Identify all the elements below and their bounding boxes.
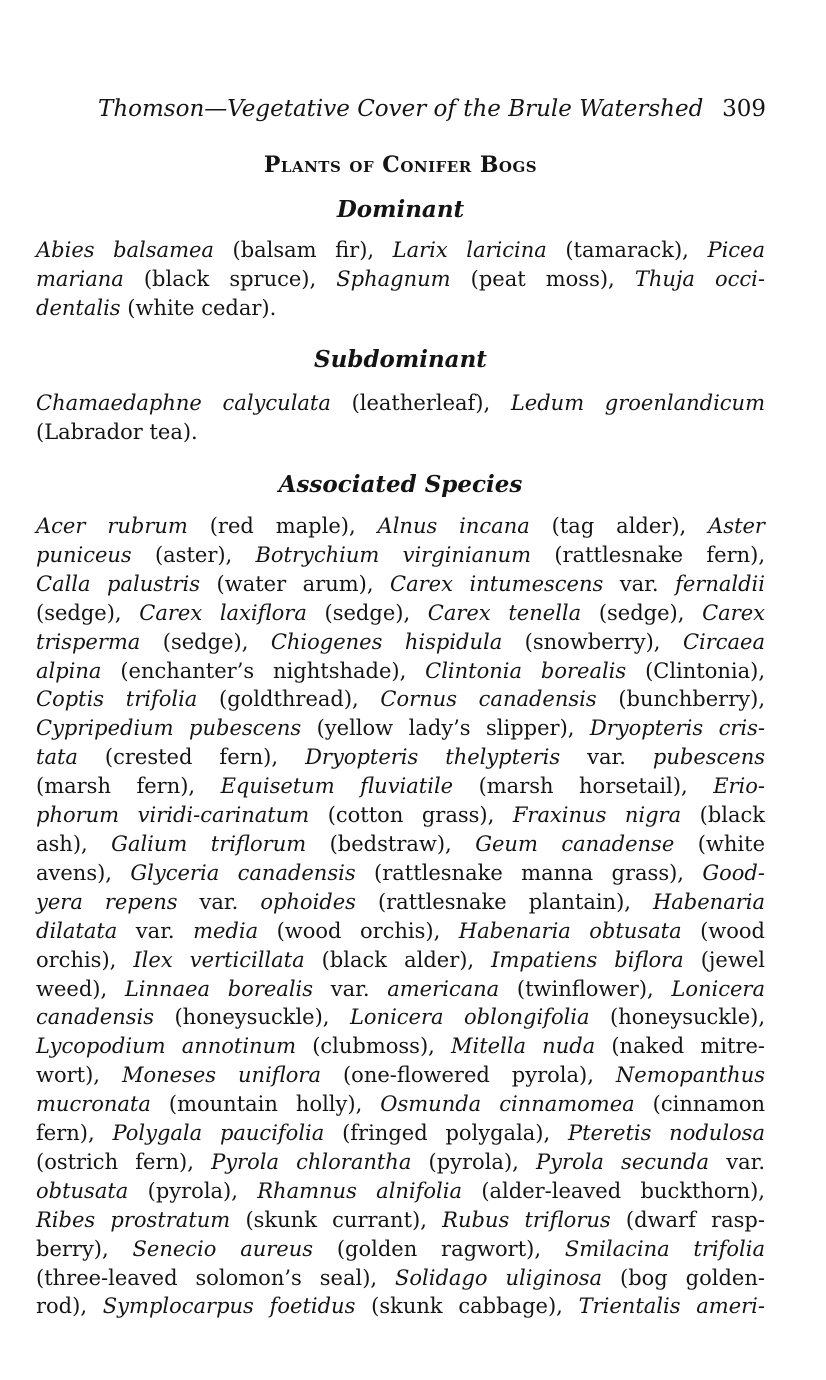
text-line: trisperma (sedge), Chiogenes hispidula (snowberry), Circaea	[36, 629, 765, 654]
text-line: tata (crested fern), Dryopteris thelypteris var. pubescens	[36, 745, 766, 770]
subdominant-heading: Subdominant	[314, 346, 487, 373]
running-head	[98, 92, 766, 126]
text-line: alpina (enchanter’s nightshade), Clintonia borealis (Clintonia),	[36, 658, 765, 683]
text-line: (three-leaved solomon’s seal), Solidago uliginosa (bog golden-	[36, 1265, 765, 1290]
text-line: fern), Polygala paucifolia (fringed polygala), Pteretis nodulosa	[36, 1121, 765, 1146]
text-line: (Labrador tea).	[36, 419, 198, 444]
text-line: wort), Moneses uniflora (one-flowered pyrola), Nemopanthus	[36, 1063, 766, 1088]
text-line: phorum viridi-carinatum (cotton grass), Fraxinus nigra (black	[36, 803, 766, 828]
dominant-paragraph	[36, 236, 765, 323]
running-head-title: Thomson—Vegetative Cover of the Brule Watershed	[98, 96, 704, 122]
text-line: yera repens var. ophoides (rattlesnake plantain), Habenaria	[36, 889, 765, 914]
text-line: obtusata (pyrola), Rhamnus alnifolia (alder-leaved buckthorn),	[36, 1178, 765, 1203]
text-line: Coptis trifolia (goldthread), Cornus canadensis (bunchberry),	[36, 687, 765, 712]
text-line: Calla palustris (water arum), Carex intumescens var. fernaldii	[36, 571, 765, 596]
text-line: Lycopodium annotinum (clubmoss), Mitella nuda (naked mitre-	[36, 1034, 765, 1059]
subdominant-paragraph	[36, 389, 765, 447]
text-line: Cypripedium pubescens (yellow lady’s slipper), Dryopteris cris-	[36, 716, 765, 741]
text-line: Ribes prostratum (skunk currant), Rubus triflorus (dwarf rasp-	[36, 1207, 765, 1232]
associated-species-paragraph	[36, 512, 765, 1321]
text-line: puniceus (aster), Botrychium virginianum (rattlesnake fern),	[36, 542, 765, 567]
text-line: (ostrich fern), Pyrola chlorantha (pyrola), Pyrola secunda var.	[36, 1149, 766, 1174]
text-line: Chamaedaphne calyculata (leatherleaf), Ledum groenlandicum	[36, 391, 765, 415]
text-line: Abies balsamea (balsam fir), Larix laricina (tamarack), Picea	[36, 238, 765, 262]
dominant-heading: Dominant	[336, 196, 465, 223]
text-line: avens), Glyceria canadensis (rattlesnake manna grass), Good-	[36, 860, 765, 885]
text-line: mucronata (mountain holly), Osmunda cinnamomea (cinnamon	[36, 1092, 766, 1117]
text-line: (sedge), Carex laxiflora (sedge), Carex tenella (sedge), Carex	[36, 600, 765, 625]
section-title: Plants of Conifer Bogs	[263, 152, 538, 178]
text-line: dilatata var. media (wood orchis), Habenaria obtusata (wood	[36, 918, 765, 943]
text-line: rod), Symplocarpus foetidus (skunk cabbage), Trientalis ameri-	[36, 1294, 765, 1319]
text-line: canadensis (honeysuckle), Lonicera oblongifolia (honeysuckle),	[36, 1005, 766, 1030]
text-line: (marsh fern), Equisetum fluviatile (marsh horsetail), Erio-	[36, 774, 766, 799]
page-number: 309	[722, 96, 766, 122]
text-line: orchis), Ilex verticillata (black alder), Impatiens biflora (jewel	[36, 947, 765, 972]
text-line: ash), Galium triflorum (bedstraw), Geum canadense (white	[36, 831, 766, 856]
text-line: Acer rubrum (red maple), Alnus incana (tag alder), Aster	[36, 514, 765, 538]
text-line: dentalis (white cedar).	[36, 295, 277, 320]
text-line: berry), Senecio aureus (golden ragwort), Smilacina trifolia	[36, 1236, 765, 1261]
text-line: weed), Linnaea borealis var. americana (twinflower), Lonicera	[36, 976, 765, 1001]
associated-species-heading: Associated Species	[278, 471, 523, 498]
text-line: mariana (black spruce), Sphagnum (peat moss), Thuja occi-	[36, 266, 765, 291]
